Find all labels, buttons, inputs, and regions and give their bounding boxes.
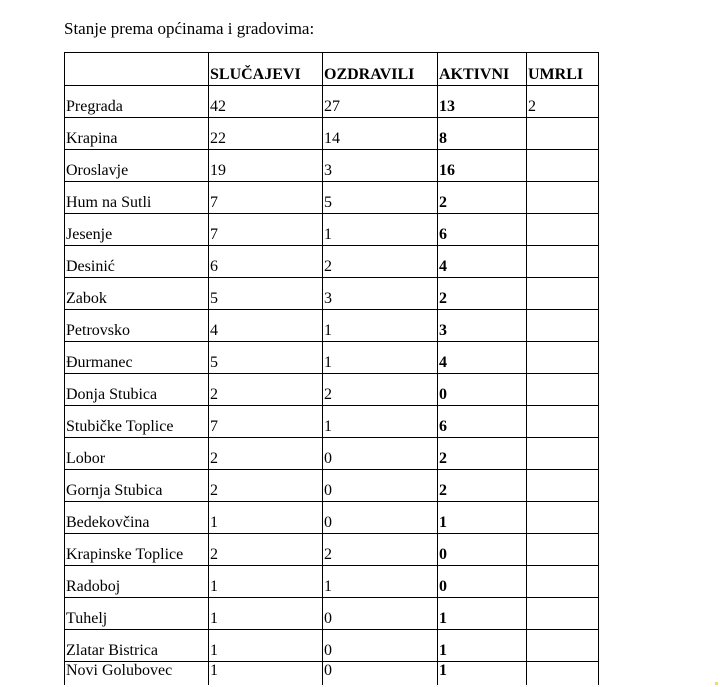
table-row: [65, 214, 599, 246]
cell-deaths: [527, 150, 599, 182]
cell-recovered: 1: [323, 566, 438, 598]
cell-name: Hum na Sutli: [65, 182, 209, 214]
cell-deaths: [527, 598, 599, 630]
cell-cases: 2: [209, 438, 323, 470]
cell-active: 4: [438, 246, 527, 278]
cell-recovered: 2: [323, 374, 438, 406]
cell-deaths: [527, 438, 599, 470]
cell-deaths: [527, 182, 599, 214]
cell-active: 6: [438, 214, 527, 246]
cell-active: 0: [438, 534, 527, 566]
cell-cases: 1: [209, 598, 323, 630]
cell-name: Stubičke Toplice: [65, 406, 209, 438]
cell-name: Oroslavje: [65, 150, 209, 182]
cell-name: Tuhelj: [65, 598, 209, 630]
table-row: [65, 118, 599, 150]
cell-cases: 1: [209, 566, 323, 598]
table-row: [65, 470, 599, 502]
cell-deaths: [527, 310, 599, 342]
cell-deaths: [527, 406, 599, 438]
cell-cases: 4: [209, 310, 323, 342]
cell-active: 2: [438, 470, 527, 502]
cell-recovered: 1: [323, 342, 438, 374]
cell-recovered: 5: [323, 182, 438, 214]
cell-name: Pregrada: [65, 86, 209, 118]
cell-cases: 2: [209, 374, 323, 406]
cell-name: Donja Stubica: [65, 374, 209, 406]
cell-cases: 1: [209, 630, 323, 662]
cell-recovered: 2: [323, 246, 438, 278]
cell-active: 8: [438, 118, 527, 150]
table-row: [65, 438, 599, 470]
cell-active: 6: [438, 406, 527, 438]
cell-cases: 1: [209, 502, 323, 534]
cell-recovered: 0: [323, 470, 438, 502]
header-active: AKTIVNI: [438, 53, 527, 86]
cell-active: 0: [438, 374, 527, 406]
municipality-stats-table: [64, 52, 599, 685]
cell-cases: 7: [209, 182, 323, 214]
table-row: [65, 406, 599, 438]
cell-name: Zlatar Bistrica: [65, 630, 209, 662]
cell-active: 1: [438, 630, 527, 662]
cell-active: 1: [438, 598, 527, 630]
cell-recovered: 27: [323, 86, 438, 118]
cell-deaths: [527, 278, 599, 310]
cell-name: Radoboj: [65, 566, 209, 598]
cell-name: Zabok: [65, 278, 209, 310]
cell-active: 1: [438, 662, 527, 686]
cell-deaths: [527, 214, 599, 246]
table-row: [65, 246, 599, 278]
cell-deaths: [527, 502, 599, 534]
cell-cases: 1: [209, 662, 323, 686]
cell-name: Đurmanec: [65, 342, 209, 374]
table-row: [65, 534, 599, 566]
table-row: [65, 374, 599, 406]
cell-cases: 6: [209, 246, 323, 278]
cell-recovered: 3: [323, 278, 438, 310]
cell-name: Desinić: [65, 246, 209, 278]
table-row: [65, 86, 599, 118]
table-row: [65, 662, 599, 686]
cell-recovered: 1: [323, 406, 438, 438]
cell-cases: 42: [209, 86, 323, 118]
header-name: [65, 53, 209, 86]
table-row: [65, 630, 599, 662]
corner-mark: [715, 682, 718, 685]
cell-active: 0: [438, 566, 527, 598]
page-caption: Stanje prema općinama i gradovima:: [64, 19, 315, 38]
cell-name: Petrovsko: [65, 310, 209, 342]
cell-recovered: 0: [323, 662, 438, 686]
cell-deaths: [527, 534, 599, 566]
cell-deaths: [527, 342, 599, 374]
cell-deaths: [527, 566, 599, 598]
cell-name: Krapinske Toplice: [65, 534, 209, 566]
cell-active: 16: [438, 150, 527, 182]
cell-name: Novi Golubovec: [65, 662, 209, 686]
cell-active: 2: [438, 278, 527, 310]
header-cases: SLUČAJEVI: [209, 53, 323, 86]
cell-cases: 22: [209, 118, 323, 150]
cell-active: 4: [438, 342, 527, 374]
cell-recovered: 0: [323, 502, 438, 534]
cell-name: Gornja Stubica: [65, 470, 209, 502]
cell-active: 13: [438, 86, 527, 118]
cell-deaths: [527, 630, 599, 662]
cell-deaths: [527, 118, 599, 150]
cell-deaths: [527, 662, 599, 686]
cell-recovered: 1: [323, 310, 438, 342]
cell-recovered: 1: [323, 214, 438, 246]
cell-active: 2: [438, 438, 527, 470]
cell-deaths: [527, 470, 599, 502]
table-header-row: [65, 53, 599, 86]
header-recovered: OZDRAVILI: [323, 53, 438, 86]
cell-active: 2: [438, 182, 527, 214]
table-row: [65, 278, 599, 310]
cell-active: 3: [438, 310, 527, 342]
cell-recovered: 0: [323, 438, 438, 470]
cell-cases: 19: [209, 150, 323, 182]
cell-deaths: [527, 374, 599, 406]
table-row: [65, 566, 599, 598]
table-row: [65, 182, 599, 214]
cell-deaths: [527, 246, 599, 278]
cell-name: Krapina: [65, 118, 209, 150]
cell-cases: 5: [209, 342, 323, 374]
cell-cases: 2: [209, 534, 323, 566]
header-deaths: UMRLI: [527, 53, 599, 86]
cell-name: Lobor: [65, 438, 209, 470]
table-row: [65, 310, 599, 342]
table-row: [65, 342, 599, 374]
table-row: [65, 150, 599, 182]
cell-cases: 7: [209, 214, 323, 246]
cell-cases: 5: [209, 278, 323, 310]
cell-cases: 2: [209, 470, 323, 502]
table-row: [65, 598, 599, 630]
cell-active: 1: [438, 502, 527, 534]
cell-recovered: 14: [323, 118, 438, 150]
cell-recovered: 3: [323, 150, 438, 182]
cell-recovered: 0: [323, 598, 438, 630]
cell-deaths: 2: [527, 86, 599, 118]
cell-name: Jesenje: [65, 214, 209, 246]
cell-name: Bedekovčina: [65, 502, 209, 534]
cell-recovered: 0: [323, 630, 438, 662]
table-row: [65, 502, 599, 534]
cell-cases: 7: [209, 406, 323, 438]
cell-recovered: 2: [323, 534, 438, 566]
